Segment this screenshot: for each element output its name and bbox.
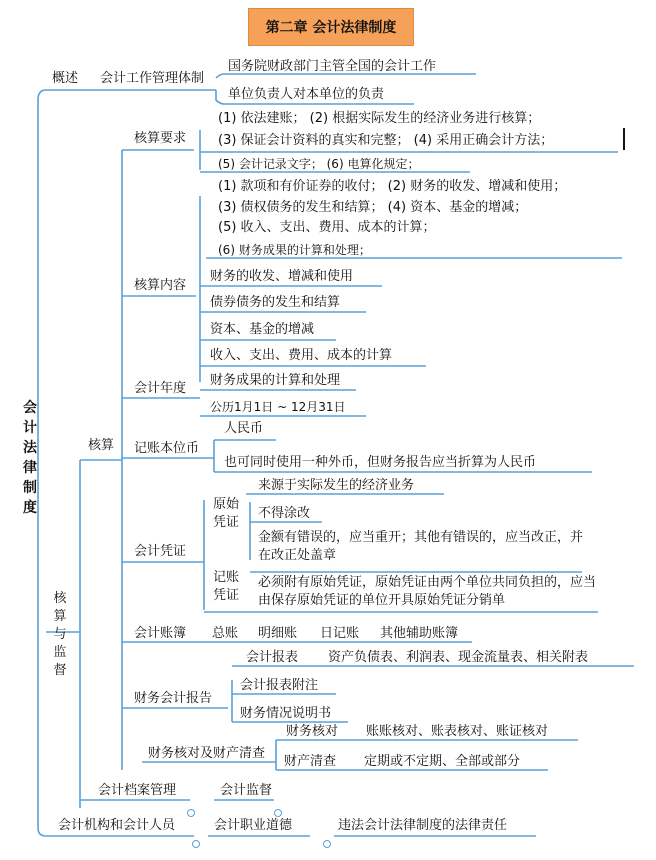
book-journal: 日记账 (320, 626, 360, 641)
connector-dot (323, 840, 331, 848)
connector-dot (187, 809, 195, 817)
overview-item-ministry: 国务院财政部门主管全国的会计工作 (228, 59, 437, 74)
bottom-institutions: 会计机构和会计人员 (58, 818, 176, 833)
requirement-line: (5) 会计记录文字； (6) 电算化规定； (218, 157, 420, 171)
inventory-value: 定期或不定期、全部或部分 (364, 754, 521, 769)
content-item: 财务成果的计算和处理 (210, 373, 341, 388)
overview-label: 概述 (52, 71, 79, 86)
bookkeeping-voucher-text: 必须附有原始凭证，原始凭证由两个单位共同负担的，应当由保存原始凭证的单位开具原始凭证分销单 (258, 575, 597, 608)
fiscal-year-label: 会计年度 (134, 381, 187, 396)
requirement-line: (1) 依法建账； (2) 根据实际发生的经济业务进行核算； (218, 111, 541, 126)
content-line: (1) 款项和有价证券的收付； (2) 财务的收发、增减和使用； (218, 179, 567, 194)
management-system-label: 会计工作管理体制 (100, 71, 205, 86)
currency-label: 记账本位币 (134, 441, 200, 456)
voucher-label: 会计凭证 (134, 544, 187, 559)
requirement-line: (3) 保证会计资料的真实和完整； (4) 采用正确会计方法； (218, 133, 554, 148)
connector-dot (192, 840, 200, 848)
connector-dot (274, 809, 282, 817)
book-subsidiary: 明细账 (258, 626, 298, 641)
content-item: 收入、支出、费用、成本的计算 (210, 348, 393, 363)
bottom-ethics: 会计职业道德 (214, 818, 293, 833)
content-line: (5) 收入、支出、费用、成本的计算； (218, 220, 436, 235)
accounting-label: 核算 (88, 438, 115, 453)
original-voucher-label: 原始凭证 (212, 497, 239, 530)
books-label: 会计账簿 (134, 626, 187, 641)
statements-value: 资产负债表、利润表、现金流量表、相关附表 (328, 650, 589, 665)
report-explanation: 财务情况说明书 (240, 706, 332, 721)
book-auxiliary: 其他辅助账簿 (380, 626, 459, 641)
bottom-liability: 违法会计法律制度的法律责任 (338, 818, 508, 833)
root-topic: 会 计法律制度 (23, 400, 37, 516)
fiscal-year-value: 公历1月1日 ~ 12月31日 (210, 400, 346, 414)
check-label: 财务核对及财产清查 (148, 746, 266, 761)
content-label: 核算内容 (134, 278, 187, 293)
text-cursor (623, 128, 625, 150)
overview-item-unit-head: 单位负责人对本单位的负责 (228, 87, 385, 102)
content-item: 债券债务的发生和结算 (210, 295, 341, 310)
original-item-no-alter: 不得涂改 (258, 506, 311, 521)
content-line: (3) 债权债务的发生和结算； (4) 资本、基金的增减； (218, 200, 528, 215)
page-title: 第二章 会计法律制度 (248, 8, 414, 46)
content-item: 资本、基金的增减 (210, 322, 315, 337)
reconcile-value: 账账核对、账表核对、账证核对 (366, 724, 549, 739)
statements-label: 会计报表 (246, 650, 299, 665)
reports-label: 财务会计报告 (134, 691, 213, 706)
report-notes: 会计报表附注 (240, 678, 319, 693)
reconcile-label: 财务核对 (286, 724, 339, 739)
original-item-errors: 金额有错误的，应当重开；其他有错误的，应当改正，并在改正处盖章 (258, 530, 584, 563)
book-general-ledger: 总账 (212, 626, 239, 641)
inventory-label: 财产清查 (284, 754, 337, 769)
requirements-label: 核算要求 (134, 131, 187, 146)
currency-foreign: 也可同时使用一种外币，但财务报告应当折算为人民币 (224, 455, 537, 470)
bookkeeping-voucher-label: 记账凭证 (212, 570, 239, 603)
archives-label: 会计档案管理 (98, 783, 177, 798)
currency-rmb: 人民币 (224, 421, 264, 436)
original-item-source: 来源于实际发生的经济业务 (258, 478, 415, 493)
supervise-label: 会计监督 (220, 783, 273, 798)
supervision-label: 核算与监督 (53, 591, 67, 678)
content-line: (6) 财务成果的计算和处理； (218, 243, 371, 257)
content-item: 财务的收发、增减和使用 (210, 269, 354, 284)
